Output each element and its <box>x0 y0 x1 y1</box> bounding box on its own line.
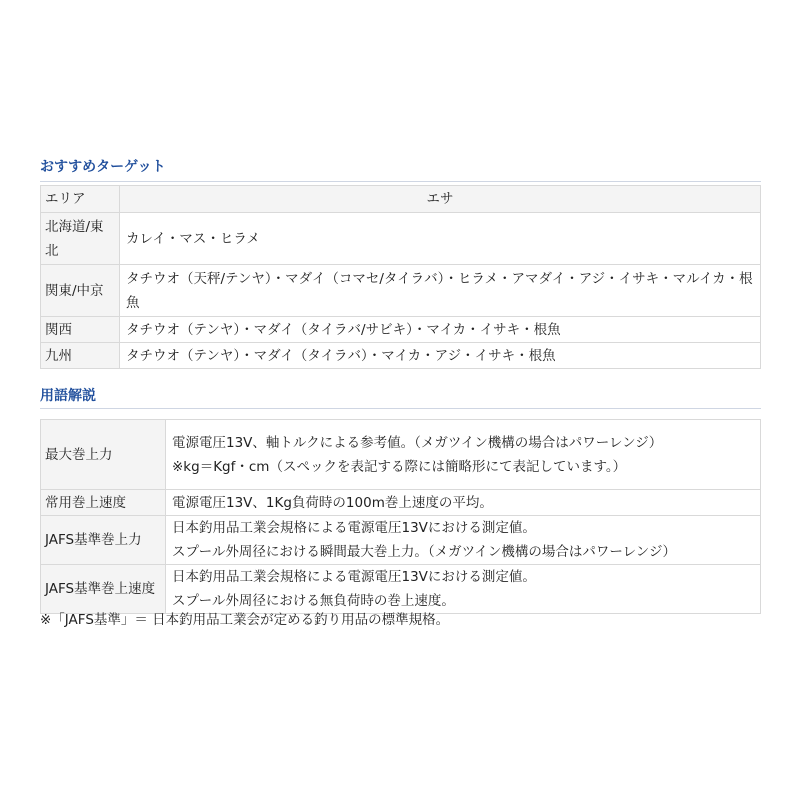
definition-line: スプール外周径における瞬間最大巻上力。（メガツイン機構の場合はパワーレンジ） <box>172 544 676 560</box>
area-cell: 関西 <box>41 317 120 343</box>
definition-cell <box>166 490 761 516</box>
area-cell: 北海道/東北 <box>41 213 120 265</box>
table-row <box>41 213 761 265</box>
glossary-title: 用語解説 <box>40 388 96 404</box>
column-header-bait: エサ <box>120 186 761 213</box>
definition-line: 日本釣用品工業会規格による電源電圧13Vにおける測定値。 <box>172 520 536 536</box>
table-row <box>41 490 761 516</box>
bait-cell: タチウオ（テンヤ）・マダイ（タイラバ）・マイカ・アジ・イサキ・根魚 <box>120 343 761 369</box>
definition-line: 電源電圧13V、1Kg負荷時の100m巻上速度の平均。 <box>172 494 493 511</box>
definition-cell <box>166 420 761 490</box>
term-cell: JAFS基準巻上速度 <box>41 565 166 614</box>
footnote: ※「JAFS基準」＝ 日本釣用品工業会が定める釣り用品の標準規格。 <box>40 612 450 628</box>
recommended-targets-title: おすすめターゲット <box>40 159 166 175</box>
glossary-table <box>40 419 761 614</box>
table-row <box>41 420 761 490</box>
term-cell: 常用巻上速度 <box>41 490 166 516</box>
area-cell: 九州 <box>41 343 120 369</box>
table-row <box>41 343 761 369</box>
area-cell: 関東/中京 <box>41 265 120 317</box>
table-row <box>41 317 761 343</box>
table-row <box>41 516 761 565</box>
column-header-area: エリア <box>41 186 120 213</box>
definition-line: ※kg＝Kgf・cm（スペックを表記する際には簡略形にて表記しています。） <box>172 458 627 475</box>
section-divider <box>40 408 761 409</box>
definition-cell <box>166 516 761 565</box>
recommended-targets-table <box>40 185 761 369</box>
definition-cell <box>166 565 761 614</box>
table-header-row <box>41 186 761 213</box>
table-row <box>41 565 761 614</box>
bait-cell: タチウオ（テンヤ）・マダイ（タイラバ/サビキ）・マイカ・イサキ・根魚 <box>120 317 761 343</box>
section-divider <box>40 181 761 182</box>
definition-line: 電源電圧13V、軸トルクによる参考値。（メガツイン機構の場合はパワーレンジ） <box>172 434 663 451</box>
definition-line: スプール外周径における無負荷時の巻上速度。 <box>172 593 455 609</box>
bait-cell: カレイ・マス・ヒラメ <box>120 213 761 265</box>
term-cell: 最大巻上力 <box>41 420 166 490</box>
term-cell: JAFS基準巻上力 <box>41 516 166 565</box>
bait-cell: タチウオ（天秤/テンヤ）・マダイ（コマセ/タイラバ）・ヒラメ・アマダイ・アジ・イサキ・マルイカ・根魚 <box>120 265 761 317</box>
definition-line: 日本釣用品工業会規格による電源電圧13Vにおける測定値。 <box>172 569 536 585</box>
table-row <box>41 265 761 317</box>
